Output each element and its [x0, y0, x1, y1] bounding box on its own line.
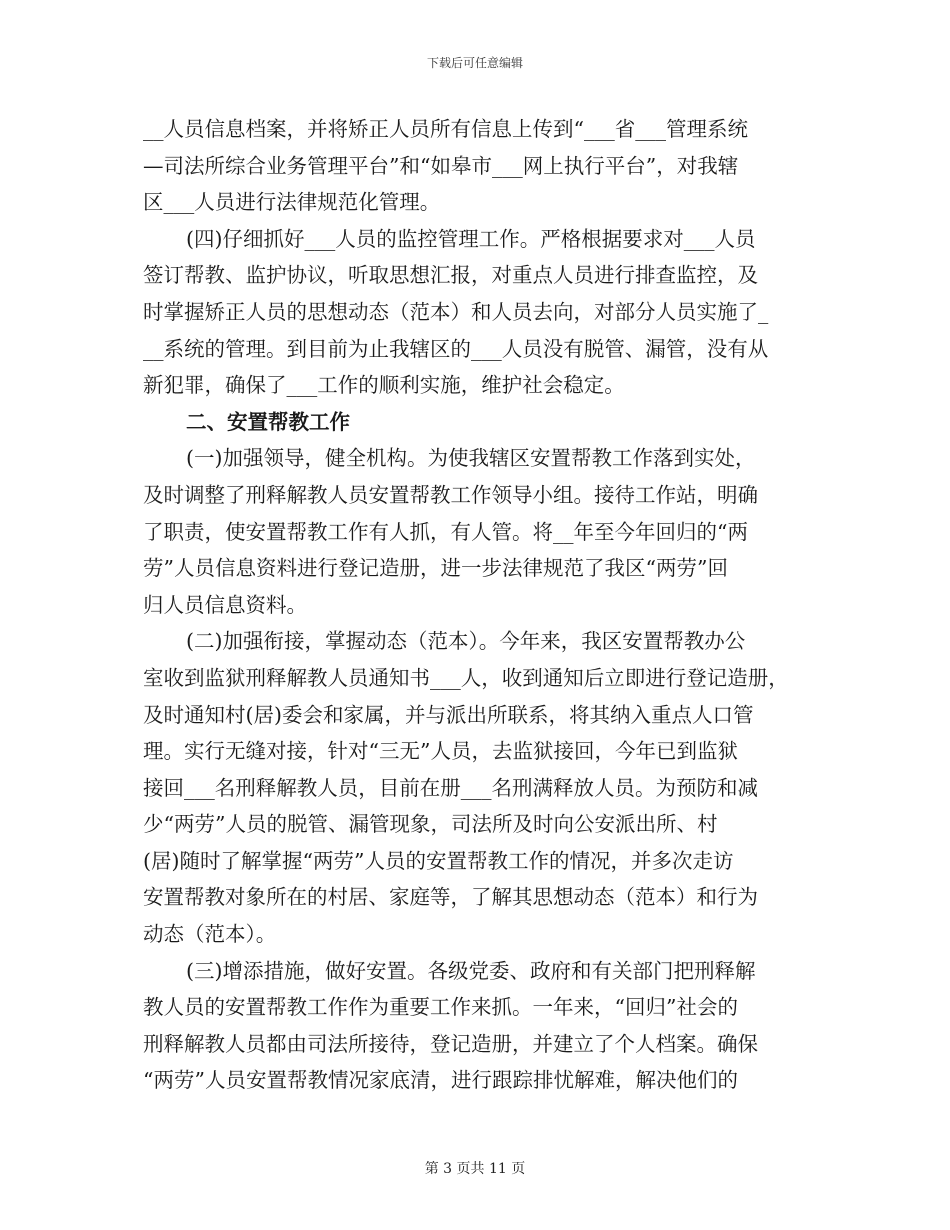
paragraph-start: (一)加强领导，健全机构。为使我辖区安置帮教工作落到实处， — [186, 446, 756, 471]
text-line: 新犯罪，确保了___工作的顺利实施，维护社会稳定。 — [143, 373, 625, 398]
text-line: 区___人员进行法律规范化管理。 — [143, 190, 441, 215]
text-line: 归人员信息资料。 — [143, 592, 307, 617]
paragraph-start: (四)仔细抓好___人员的监控管理工作。严格根据要求对___人员 — [186, 226, 756, 251]
section-heading: 二、安置帮教工作 — [186, 409, 350, 434]
text-line: 了职责，使安置帮教工作有人抓，有人管。将__年至今年回归的“两 — [143, 519, 748, 544]
page-header: 下载后可任意编辑 — [426, 56, 523, 70]
text-line: 动态（范本）。 — [143, 922, 277, 947]
text-line: “两劳”人员安置帮教情况家底清，进行跟踪排忧解难，解决他们的 — [143, 1068, 738, 1093]
page-number: 第 3 页共 11 页 — [424, 1161, 526, 1177]
text-line: 签订帮教、监护协议，听取思想汇报，对重点人员进行排查监控，及 — [143, 263, 758, 288]
text-line: 时掌握矫正人员的思想动态（范本）和人员去向，对部分人员实施了_ — [143, 299, 769, 324]
document-body — [143, 111, 815, 1099]
text-line: 理。实行无缝对接，针对“三无”人员，去监狱接回，今年已到监狱 — [143, 739, 738, 764]
paragraph-start: (二)加强衔接，掌握动态（范本）。今年来，我区安置帮教办公 — [186, 629, 746, 654]
paragraph-start: (三)增添措施，做好安置。各级党委、政府和有关部门把刑释解 — [186, 958, 756, 983]
text-line: 及时调整了刑释解教人员安置帮教工作领导小组。接待工作站，明确 — [143, 482, 758, 507]
text-line: 及时通知村(居)委会和家属，并与派出所联系，将其纳入重点人口管 — [143, 702, 754, 727]
text-line: 室收到监狱刑释解教人员通知书___人，收到通知后立即进行登记造册， — [143, 665, 789, 690]
text-line: —司法所综合业务管理平台”和“如皋市___网上执行平台”，对我辖 — [143, 153, 739, 178]
text-line: __系统的管理。到目前为止我辖区的___人员没有脱管、漏管，没有从 — [143, 336, 769, 361]
text-line: 劳”人员信息资料进行登记造册，进一步法律规范了我区“两劳”回 — [143, 556, 728, 581]
text-line: 刑释解教人员都由司法所接待，登记造册，并建立了个人档案。确保 — [143, 1031, 758, 1056]
text-line: 接回___名刑释解教人员，目前在册___名刑满释放人员。为预防和减 — [143, 775, 758, 800]
text-line: (居)随时了解掌握“两劳”人员的安置帮教工作的情况，并多次走访 — [143, 848, 734, 873]
text-line: 少“两劳”人员的脱管、漏管现象，司法所及时向公安派出所、村 — [143, 812, 718, 837]
text-line: 教人员的安置帮教工作作为重要工作来抓。一年来，“回归”社会的 — [143, 995, 738, 1020]
text-line: 安置帮教对象所在的村居、家庭等，了解其思想动态（范本）和行为 — [143, 885, 758, 910]
text-line: __人员信息档案，并将矫正人员所有信息上传到“___省___管理系统 — [143, 117, 748, 141]
